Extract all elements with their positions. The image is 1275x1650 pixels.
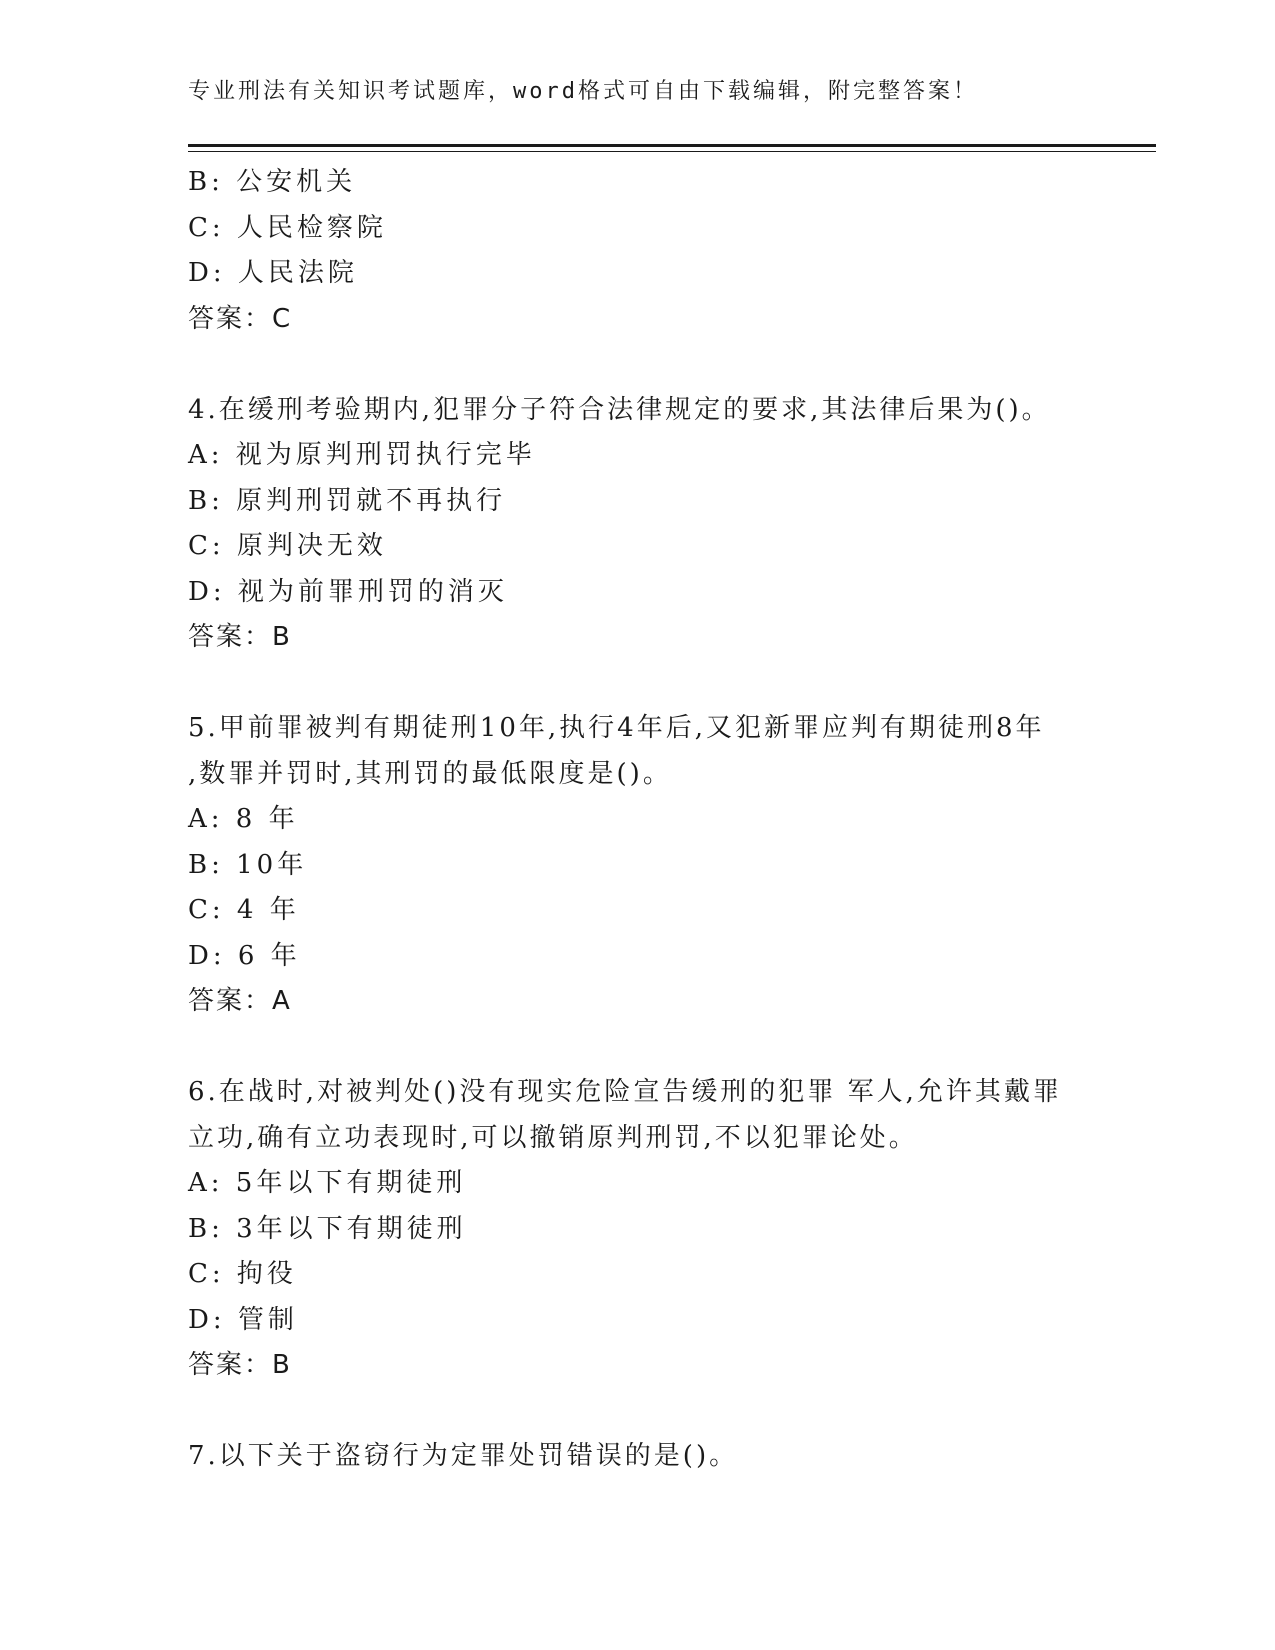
option-c: C: 人民检察院: [188, 212, 387, 243]
option-d: D: 视为前罪刑罚的消灭: [188, 576, 508, 607]
option-d: D: 6 年: [188, 940, 301, 971]
page-header-title: 专业刑法有关知识考试题库，word格式可自由下载编辑，附完整答案！: [188, 79, 978, 104]
question-stem-line-1: 5.甲前罪被判有期徒刑10年,执行4年后,又犯新罪应判有期徒刑8年: [188, 713, 1045, 743]
option-b: B: 原判刑罚就不再执行: [188, 485, 507, 516]
option-d: D: 人民法院: [188, 258, 358, 288]
question-list: [188, 160, 1088, 1480]
question-5-block: [188, 706, 1088, 1025]
header-divider-thick: [188, 144, 1156, 147]
option-a: A: 5年以下有期徒刑: [188, 1168, 467, 1198]
question-stem-line-2: ,数罪并罚时,其刑罚的最低限度是()。: [188, 758, 672, 789]
option-a: A: 视为原判刑罚执行完毕: [188, 440, 536, 470]
option-d: D: 管制: [188, 1304, 298, 1335]
answer-line: 答案：B: [188, 622, 292, 652]
option-a: A: 8 年: [188, 804, 299, 834]
question-stem: 4.在缓刑考验期内,犯罪分子符合法律规定的要求,其法律后果为()。: [188, 394, 1051, 425]
question-stem-line-1: 6.在战时,对被判处()没有现实危险宣告缓刑的犯罪 军人,允许其戴罪: [188, 1077, 1062, 1107]
header-divider-thin: [188, 151, 1156, 152]
question-3-block: [188, 160, 1088, 342]
question-7-block: [188, 1434, 1088, 1480]
option-c: C: 原判决无效: [188, 531, 387, 561]
question-stem: 7.以下关于盗窃行为定罪处罚错误的是()。: [188, 1441, 739, 1471]
option-c: C: 拘役: [188, 1259, 297, 1289]
answer-line: 答案：A: [188, 986, 292, 1016]
option-b: B: 公安机关: [188, 167, 357, 197]
question-stem-line-2: 立功,确有立功表现时,可以撤销原判刑罚,不以犯罪论处。: [188, 1122, 918, 1153]
question-6-block: [188, 1070, 1088, 1389]
answer-line: 答案：C: [188, 303, 293, 334]
question-4-block: [188, 388, 1088, 661]
option-b: B: 10年: [188, 849, 308, 880]
answer-line: 答案：B: [188, 1350, 292, 1380]
option-c: C: 4 年: [188, 895, 300, 925]
option-b: B: 3年以下有期徒刑: [188, 1213, 467, 1244]
